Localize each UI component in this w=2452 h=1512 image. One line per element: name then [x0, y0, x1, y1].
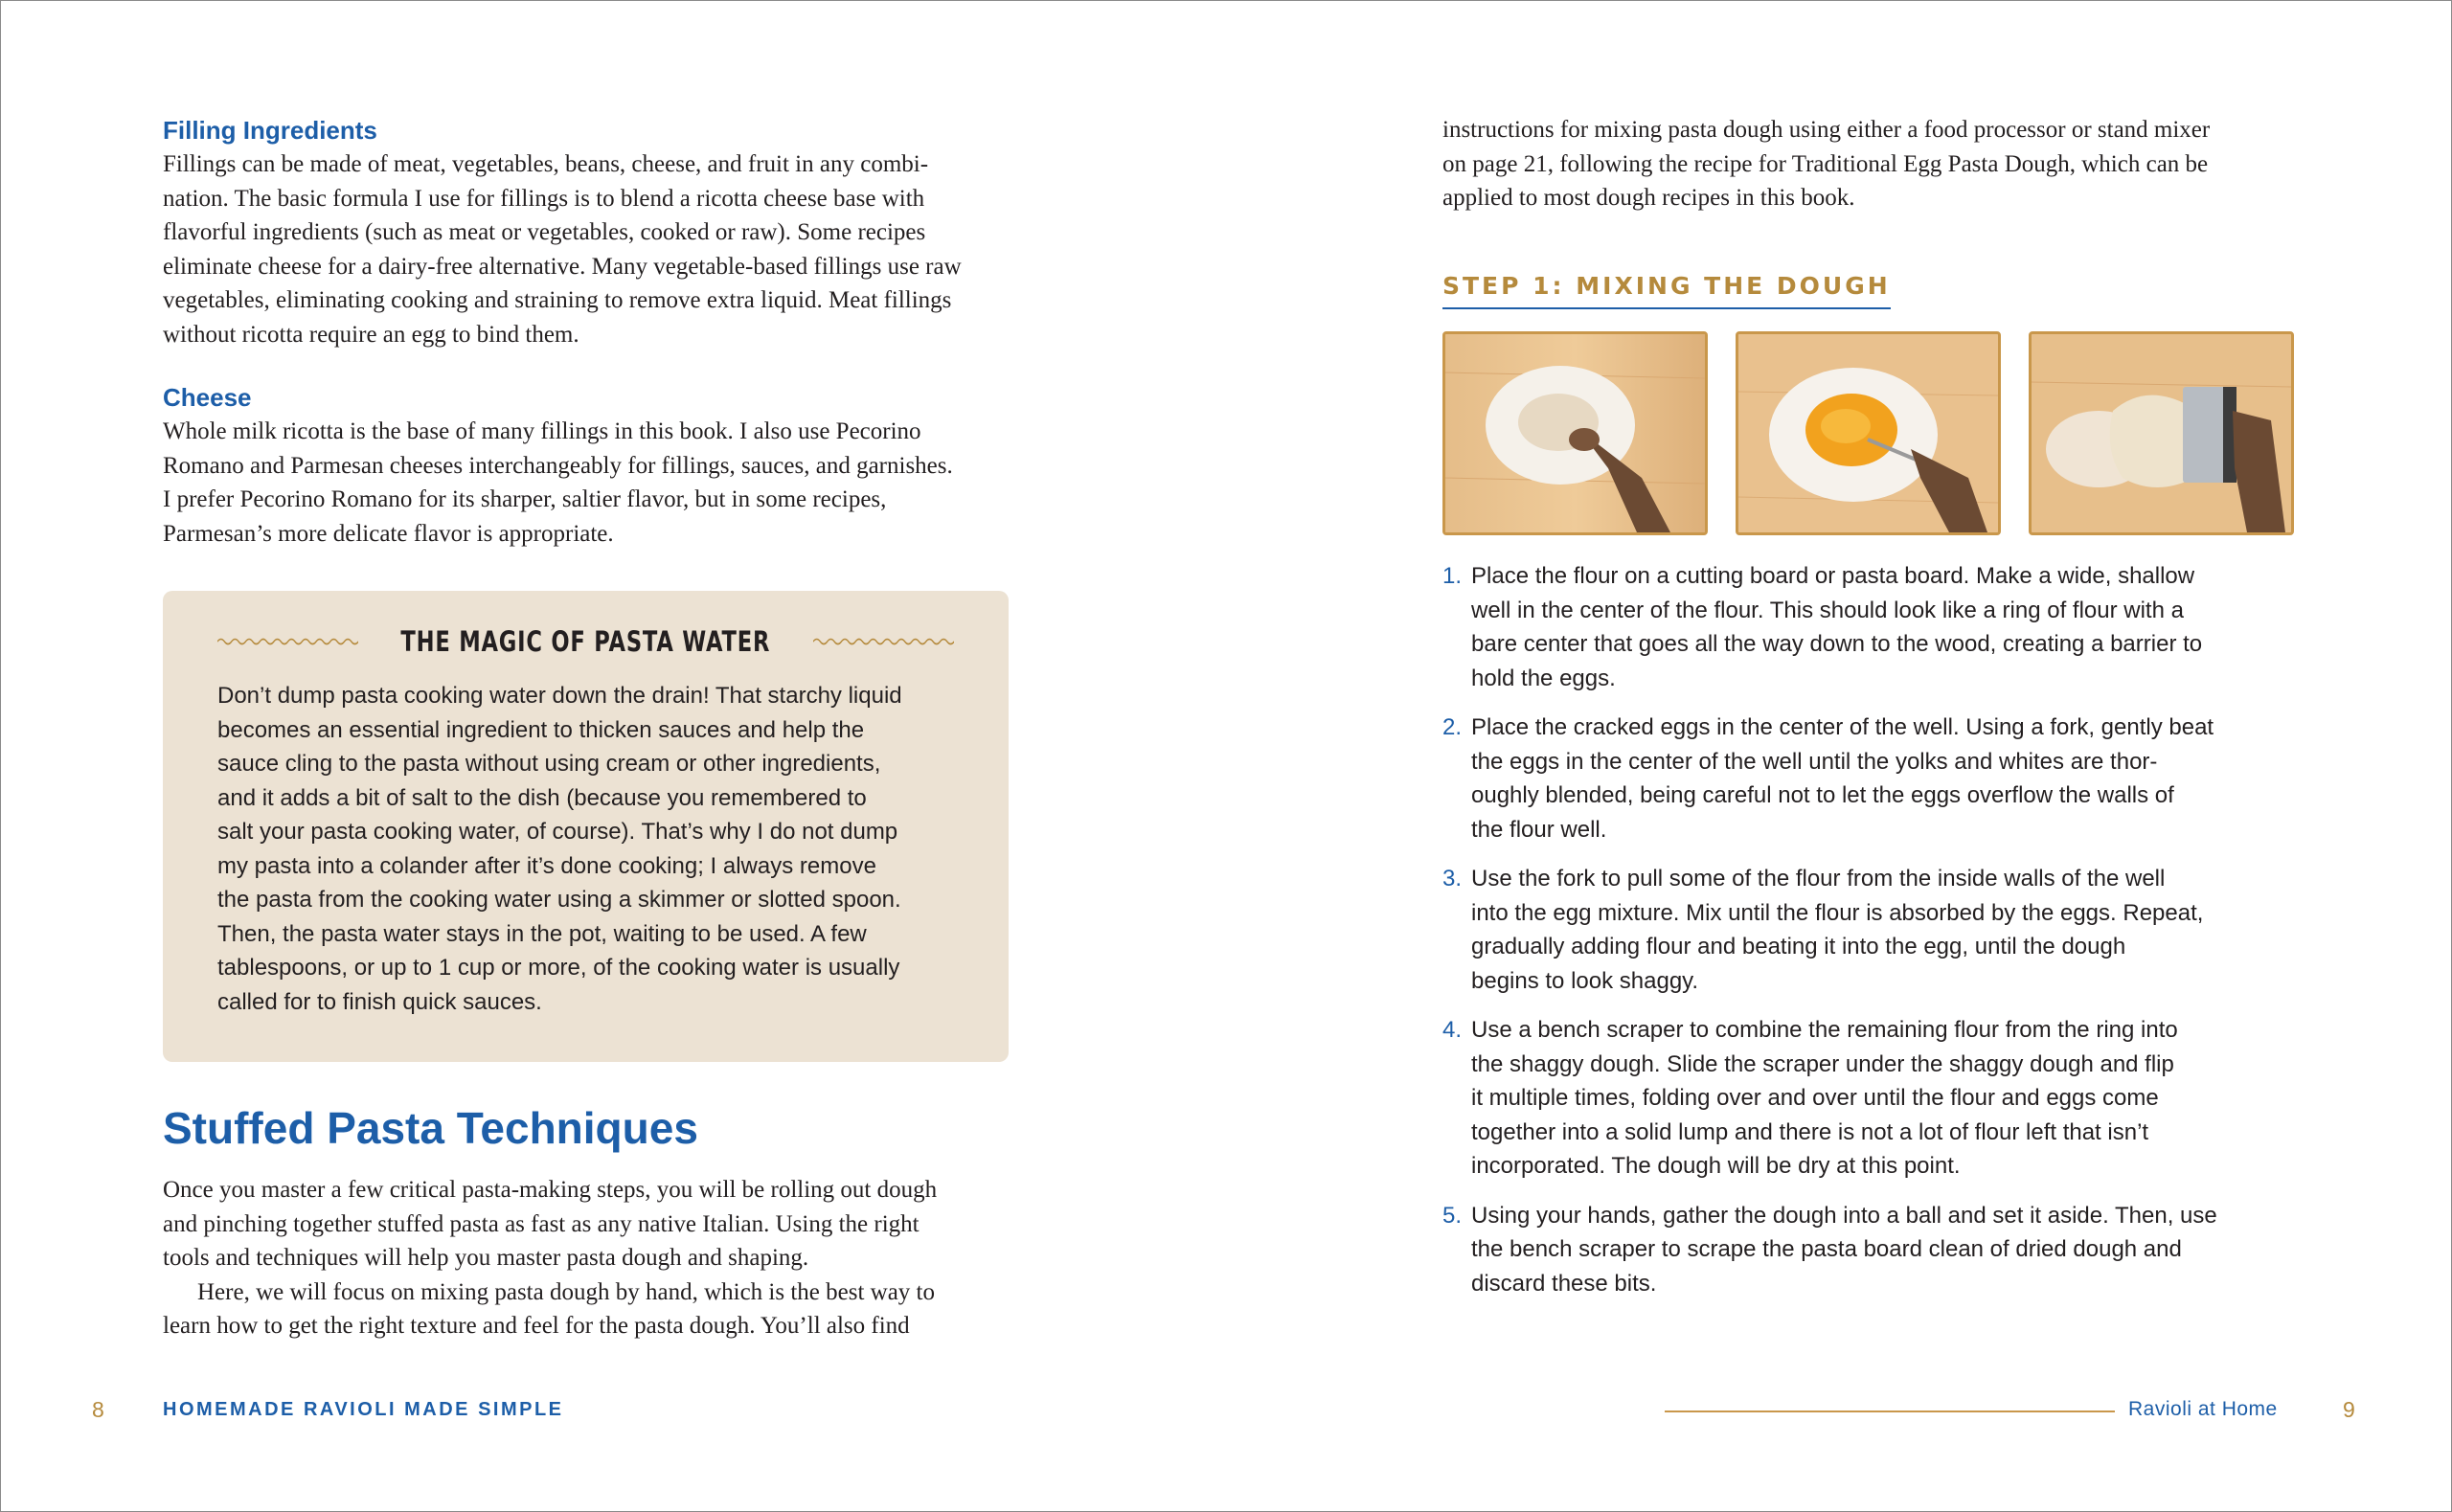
text-line: the pasta from the cooking water using a skimmer or slotted spoon. [217, 887, 901, 913]
text-line: sauce cling to the pasta without using cream or other ingredients, [217, 751, 881, 777]
text-line: Once you master a few critical pasta-making steps, you will be rolling out dough [163, 1177, 938, 1203]
text-line: Romano and Parmesan cheeses interchangeably for fillings, sauces, and garnishes. [163, 452, 953, 479]
running-head-right: Ravioli at Home [2128, 1398, 2278, 1420]
text-line: together into a solid lump and there is not a lot of flour left that isn’t [1471, 1118, 2149, 1145]
cheese-paragraph [163, 415, 1010, 551]
step-text [1471, 862, 2285, 998]
beating-eggs-photo [1736, 331, 2001, 535]
continued-intro-paragraph [1442, 113, 2289, 215]
text-line: into the egg mixture. Mix until the flour is absorbed by the eggs. Repeat, [1471, 899, 2204, 926]
techniques-body [163, 1173, 1010, 1343]
step-1-heading: STEP 1: MIXING THE DOUGH [1442, 269, 1891, 309]
running-head-left: HOMEMADE RAVIOLI MADE SIMPLE [163, 1399, 564, 1420]
text-line: becomes an essential ingredient to thicken sauces and help the [217, 716, 865, 743]
text-line: begins to look shaggy. [1471, 967, 1699, 994]
text-line: and pinching together stuffed pasta as fast as any native Italian. Using the right [163, 1210, 920, 1237]
filling-ingredients-heading: Filling Ingredients [163, 116, 377, 145]
step-number: 2. [1442, 714, 1463, 740]
text-line: nation. The basic formula I use for fillings is to blend a ricotta cheese base with [163, 185, 925, 212]
text-line: the bench scraper to scrape the pasta board clean of dried dough and [1471, 1236, 2182, 1262]
page-number-left: 8 [92, 1397, 104, 1422]
text-line: eliminate cheese for a dairy-free alternative. Many vegetable-based fillings use raw [163, 253, 962, 280]
list-item [1442, 1013, 2285, 1184]
text-line: Place the cracked eggs in the center of the well. Using a fork, gently beat [1471, 714, 2214, 740]
text-line: salt your pasta cooking water, of course). That’s why I do not dump [217, 819, 898, 845]
text-line: Use the fork to pull some of the flour from the inside walls of the well [1471, 866, 2166, 891]
text-line: oughly blended, being careful not to let the eggs overflow the walls of [1471, 782, 2174, 808]
running-head-rule [1665, 1410, 2115, 1412]
bench-scraper-image [2032, 334, 2291, 532]
text-line: bare center that goes all the way down to the wood, creating a barrier to [1471, 631, 2203, 657]
step-text [1471, 1199, 2285, 1301]
text-line: called for to finish quick sauces. [217, 988, 542, 1015]
text-line: my pasta into a colander after it’s done cooking; I always remove [217, 852, 876, 879]
step-number: 4. [1442, 1017, 1463, 1043]
text-line: the shaggy dough. Slide the scraper under the shaggy dough and flip [1471, 1050, 2174, 1077]
text-line: Parmesan’s more delicate flavor is appropriate. [163, 520, 614, 547]
text-line: without ricotta require an egg to bind them. [163, 321, 579, 348]
step-photos [1442, 331, 2289, 534]
text-line: learn how to get the right texture and feel for the pasta dough. You’ll also find [163, 1313, 910, 1339]
wave-ornament-left-icon [217, 635, 358, 648]
text-line: incorporated. The dough will be dry at this point. [1471, 1153, 1961, 1179]
pasta-water-sidebar [163, 591, 1009, 1062]
list-item [1442, 862, 2285, 998]
stuffed-pasta-techniques-title: Stuffed Pasta Techniques [163, 1103, 698, 1153]
techniques-paragraph-1 [163, 1173, 1010, 1275]
text-line: it multiple times, folding over and over until the flour and eggs come [1471, 1085, 2159, 1111]
text-line: Using your hands, gather the dough into a ball and set it aside. Then, use [1471, 1202, 2217, 1229]
text-line: Whole milk ricotta is the base of many fillings in this book. I also use Pecorino [163, 418, 921, 444]
step-text [1471, 711, 2285, 846]
list-item [1442, 559, 2285, 695]
list-item [1442, 1199, 2285, 1301]
text-line: Fillings can be made of meat, vegetables, beans, cheese, and fruit in any combi- [163, 151, 929, 177]
filling-ingredients-paragraph [163, 147, 1010, 351]
left-page-column [163, 113, 1010, 551]
text-line: Here, we will focus on mixing pasta dough by hand, which is the best way to [197, 1278, 935, 1305]
text-line: on page 21, following the recipe for Traditional Egg Pasta Dough, which can be [1442, 150, 2209, 177]
text-line: the eggs in the center of the well until the yolks and whites are thor- [1471, 748, 2158, 775]
text-line: tablespoons, or up to 1 cup or more, of the cooking water is usually [217, 955, 900, 981]
flour-well-photo [1442, 331, 1708, 535]
text-line: vegetables, eliminating cooking and straining to remove extra liquid. Meat fillings [163, 287, 952, 313]
bench-scraper-photo [2029, 331, 2294, 535]
text-line: discard these bits. [1471, 1270, 1657, 1297]
text-line: and it adds a bit of salt to the dish (because you remembered to [217, 784, 867, 811]
text-line: instructions for mixing pasta dough using either a food processor or stand mixer [1442, 117, 2211, 143]
wave-ornament-right-icon [813, 635, 954, 648]
text-line: tools and techniques will help you master pasta dough and shaping. [163, 1245, 809, 1271]
step-number: 1. [1442, 563, 1463, 589]
page-number-right: 9 [2343, 1397, 2355, 1422]
text-line: Then, the pasta water stays in the pot, waiting to be used. A few [217, 920, 867, 947]
text-line: well in the center of the flour. This should look like a ring of flour with a [1471, 597, 2184, 623]
text-line: flavorful ingredients (such as meat or vegetables, cooked or raw). Some recipes [163, 219, 926, 245]
sidebar-title: THE MAGIC OF PASTA WATER [400, 625, 771, 658]
text-line: applied to most dough recipes in this book. [1442, 185, 1855, 211]
flour-well-image [1445, 334, 1705, 532]
text-line: Place the flour on a cutting board or pasta board. Make a wide, shallow [1471, 563, 2195, 589]
text-line: Use a bench scraper to combine the remaining flour from the ring into [1471, 1017, 2178, 1043]
cheese-heading: Cheese [163, 383, 252, 412]
techniques-paragraph-2 [163, 1275, 1010, 1343]
step-text [1471, 1013, 2285, 1184]
step-list [1442, 559, 2285, 1316]
right-page-column [1442, 113, 2289, 215]
list-item [1442, 711, 2285, 846]
sidebar-body-text [217, 679, 965, 1019]
text-line: I prefer Pecorino Romano for its sharper, saltier flavor, but in some recipes, [163, 486, 887, 512]
text-line: gradually adding flour and beating it into the egg, until the dough [1471, 934, 2126, 959]
step-number: 5. [1442, 1202, 1463, 1229]
text-line: hold the eggs. [1471, 665, 1616, 691]
text-line: the flour well. [1471, 816, 1607, 843]
step-text [1471, 559, 2285, 695]
sidebar-header [217, 620, 954, 664]
step-number: 3. [1442, 866, 1463, 891]
beating-eggs-image [1738, 334, 1998, 532]
text-line: Don’t dump pasta cooking water down the drain! That starchy liquid [217, 683, 902, 709]
